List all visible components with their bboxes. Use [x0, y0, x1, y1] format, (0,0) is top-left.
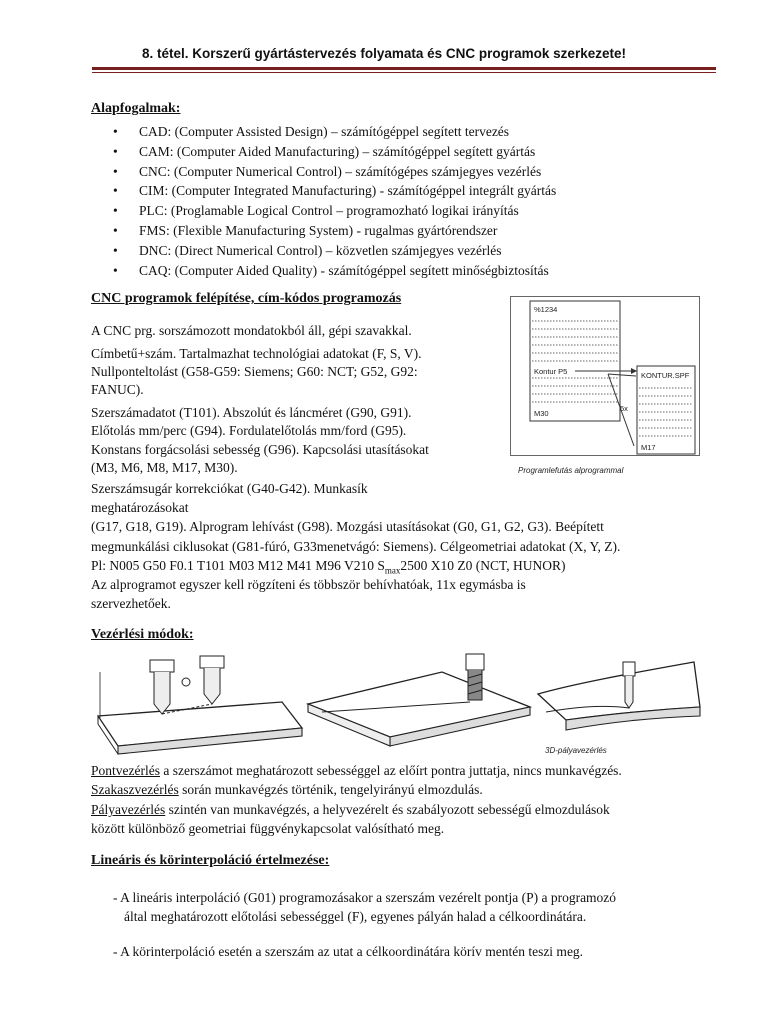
para-text: szintén van munkavégzés, a helyvezérelt és szabályozott sebességű elmozdulások: [165, 802, 610, 817]
bullet-icon: •: [113, 203, 118, 219]
list-item-text: CAD: (Computer Assisted Design) – számítógéppel segített tervezés: [139, 124, 510, 139]
sub-end-label: M17: [641, 443, 656, 452]
text-line: Konstans forgácsolási sebesség (G96). Kapcsolási utasításokat: [91, 442, 429, 457]
bullet-icon: •: [113, 143, 118, 159]
section-heading-alapfogalmak: Alapfogalmak:: [91, 101, 181, 116]
contour-call-label: Kontur P5: [534, 367, 568, 376]
text-line: szervezhetőek.: [91, 596, 171, 611]
straight-cut-drawing: [308, 654, 530, 746]
list-item: [113, 162, 556, 182]
page-header-title: 8. tétel. Korszerű gyártástervezés folyamata és CNC programok szerkezete!: [142, 46, 626, 61]
header-rule-thin: [92, 72, 716, 73]
point-control-drawing: [98, 656, 302, 754]
bullet-icon: •: [113, 242, 118, 258]
text-line: Szerszámadatot (T101). Abszolút és láncméret (G90, G91).: [91, 405, 412, 420]
list-item: [113, 201, 556, 221]
subprogram-figure-caption: Programlefutás alprogrammal: [518, 466, 624, 475]
point-control-paragraph: [91, 761, 622, 781]
list-item-continuation: által meghatározott előtolási sebességgel (F), egyenes pályán halad a célkoordinátára.: [124, 909, 587, 924]
subprogram-figure: [510, 296, 700, 476]
list-item: [113, 261, 556, 281]
example-post: 2500 X10 Z0 (NCT, HUNOR): [400, 558, 566, 573]
point-marker: [182, 678, 190, 686]
definitions-list: [113, 122, 556, 280]
term-segment-control: Szakaszvezérlés: [91, 782, 179, 797]
list-item-text: PLC: (Proglamable Logical Control – programozható logikai irányítás: [139, 203, 519, 219]
bullet-icon: •: [113, 222, 118, 238]
drill-bit: [204, 668, 220, 704]
para-text: a szerszámot meghatározott sebességgel az előírt pontra juttatja, nincs munkavégzés.: [159, 763, 622, 778]
list-item: [113, 221, 556, 241]
list-item-text: CAQ: (Computer Aided Quality) - számítógéppel segített minőségbiztosítás: [139, 262, 549, 278]
list-item: [113, 122, 556, 142]
list-item-text: DNC: (Direct Numerical Control) – közvetlen számjegyes vezérlés: [139, 242, 502, 258]
example-pre: Pl: N005 G50 F0.1 T101 M03 M12 M41 M96 V210 S: [91, 558, 385, 573]
list-item: - A körinterpoláció esetén a szerszám az utat a célkoordinátára körív mentén teszi meg.: [113, 944, 584, 959]
text-line: (G17, G18, G19). Alprogram lehívást (G98). Mozgási utasításokat (G0, G1, G2, G3). Beépített: [91, 519, 604, 534]
text-line: A CNC prg. sorszámozott mondatokból áll, gépi szavakkal.: [91, 323, 412, 338]
text-line: FANUC).: [91, 382, 144, 397]
bullet-icon: •: [113, 262, 118, 278]
workpiece-plate: [308, 672, 530, 737]
path-control-drawing: [538, 662, 700, 730]
main-program-label: %1234: [534, 305, 558, 314]
text-line: Az alprogramot egyszer kell rögzíteni és többször behívhatóak, 11x egymásba is: [91, 577, 526, 592]
text-line: Szerszámsugár korrekciókat (G40-G42). Munkasík: [91, 481, 368, 496]
text-line: Előtolás mm/perc (G94). Fordulatelőtolás mm/ford (G95).: [91, 423, 407, 438]
bullet-icon: •: [113, 183, 118, 199]
tool-holder: [623, 662, 635, 676]
tool-holder: [466, 654, 484, 670]
term-point-control: Pontvezérlés: [91, 763, 160, 778]
list-item-text: CAM: (Computer Aided Manufacturing) – számítógéppel segített gyártás: [139, 143, 536, 159]
text-line: megmunkálási ciklusokat (G81-fúró, G33menetvágó: Siemens). Célgeometriai adatokat (X, Y, Z).: [91, 539, 621, 554]
tool-holder: [200, 656, 224, 668]
para-text: során munkavégzés történik, tengelyirányú elmozdulás.: [178, 782, 483, 797]
segment-control-paragraph: [91, 780, 483, 800]
text-line: Címbetű+szám. Tartalmazhat technológiai adatokat (F, S, V).: [91, 346, 422, 361]
sub-program-label: KONTUR.SPF: [641, 371, 690, 380]
tool-holder: [150, 660, 174, 672]
text-line: meghatározásokat: [91, 500, 189, 515]
bullet-icon: •: [113, 163, 118, 179]
header-rule-thick: [92, 67, 716, 70]
list-item-text: FMS: (Flexible Manufacturing System) - rugalmas gyártórendszer: [139, 222, 498, 238]
drill-bit: [154, 672, 170, 714]
example-sub: max: [384, 565, 401, 576]
main-end-label: M30: [534, 409, 549, 418]
text-line: Nullponteltolást (G58-G59: Siemens; G60: NCT; G52, G92:: [91, 364, 418, 379]
list-item: [113, 142, 556, 162]
control-modes-caption: 3D-pályavezérlés: [545, 746, 607, 755]
text-line: (M3, M6, M8, M17, M30).: [91, 460, 238, 475]
list-item-text: CNC: (Computer Numerical Control) – számítógépes számjegyes vezérlés: [139, 163, 542, 179]
section-heading-control-modes: Vezérlési módok:: [91, 627, 194, 642]
text-line: között különböző geometriai függvénykapcsolat valósítható meg.: [91, 821, 445, 836]
section-heading-interpolation: Lineáris és körinterpoláció értelmezése:: [91, 853, 330, 868]
repeat-label: 5x: [620, 404, 628, 413]
subprogram-diagram: [510, 296, 700, 456]
path-control-paragraph: [91, 800, 610, 820]
list-item: [113, 241, 556, 261]
section-heading-cnc-programs: CNC programok felépítése, cím-kódos programozás: [91, 291, 402, 306]
list-item-text: CIM: (Computer Integrated Manufacturing) - számítógéppel integrált gyártás: [139, 183, 557, 199]
list-item: - A lineáris interpoláció (G01) programozásakor a szerszám vezérelt pontja (P) a programozó: [113, 890, 617, 905]
control-modes-illustration: [90, 652, 710, 762]
control-modes-figure: [90, 652, 710, 762]
list-item: [113, 181, 556, 201]
term-path-control: Pályavezérlés: [91, 802, 166, 817]
bullet-icon: •: [113, 124, 118, 139]
ball-mill: [625, 676, 633, 708]
